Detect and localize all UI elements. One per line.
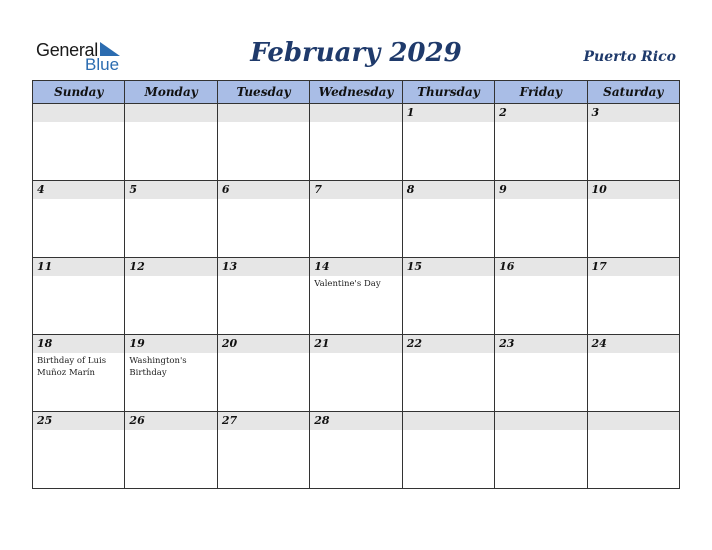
day-number-bar <box>588 258 679 276</box>
day-number-bar <box>403 181 494 199</box>
day-cell <box>310 258 402 335</box>
week-row <box>33 412 680 489</box>
day-number: 28 <box>314 414 330 427</box>
day-number: 1 <box>406 106 415 119</box>
day-number: 10 <box>591 183 607 196</box>
day-cell <box>33 181 125 258</box>
day-number-bar <box>495 104 586 122</box>
brand-name-general: General <box>36 40 98 60</box>
day-number-bar <box>403 104 494 122</box>
day-cell <box>402 412 494 489</box>
day-number-bar <box>588 412 679 430</box>
day-number: 12 <box>129 260 145 273</box>
calendar-title: February 2029 <box>250 38 462 68</box>
day-number-bar <box>310 181 401 199</box>
day-cell <box>587 335 679 412</box>
day-number-bar <box>218 412 309 430</box>
holiday-label: Birthday of Luis Muñoz Marín <box>37 356 107 378</box>
holiday-label: Valentine's Day <box>314 279 381 289</box>
day-number-bar <box>125 412 216 430</box>
day-number: 26 <box>129 414 145 427</box>
day-cell <box>495 412 587 489</box>
day-number: 5 <box>129 183 138 196</box>
day-number-bar <box>495 412 586 430</box>
day-cell <box>402 181 494 258</box>
day-number-bar <box>125 335 216 353</box>
day-cell <box>217 258 309 335</box>
day-number-bar <box>310 258 401 276</box>
day-number-bar <box>588 104 679 122</box>
day-number-bar <box>33 335 124 353</box>
day-number-bar <box>403 258 494 276</box>
day-number-bar <box>218 181 309 199</box>
day-cell <box>125 335 217 412</box>
day-cell <box>125 104 217 181</box>
day-number-bar <box>125 104 216 122</box>
week-row <box>33 104 680 181</box>
day-cell <box>125 258 217 335</box>
day-number: 17 <box>591 260 607 273</box>
day-number-bar <box>588 335 679 353</box>
brand-name-blue: Blue <box>85 55 120 74</box>
day-cell <box>217 104 309 181</box>
day-number: 18 <box>37 337 53 350</box>
week-row <box>33 181 680 258</box>
day-number: 11 <box>37 260 53 273</box>
day-cell <box>495 104 587 181</box>
day-number-bar <box>403 335 494 353</box>
day-number: 9 <box>499 183 507 196</box>
day-number-bar <box>33 258 124 276</box>
weekday-header: Friday <box>495 81 587 104</box>
day-cell <box>125 181 217 258</box>
day-number: 4 <box>37 183 45 196</box>
day-cell <box>217 412 309 489</box>
day-number-bar <box>33 181 124 199</box>
day-cell <box>217 335 309 412</box>
day-cell <box>33 412 125 489</box>
day-number-bar <box>495 258 586 276</box>
day-number: 23 <box>499 337 515 350</box>
day-number-bar <box>588 181 679 199</box>
day-cell <box>402 335 494 412</box>
day-number-bar <box>495 181 586 199</box>
day-number: 27 <box>221 414 238 427</box>
day-number: 21 <box>314 337 330 350</box>
week-row <box>33 335 680 412</box>
weekday-header: Tuesday <box>217 81 309 104</box>
day-number: 8 <box>406 183 415 196</box>
week-row <box>33 258 680 335</box>
day-cell <box>310 104 402 181</box>
day-cell <box>587 412 679 489</box>
day-cell <box>495 181 587 258</box>
weekday-header: Thursday <box>402 81 494 104</box>
day-number: 13 <box>221 260 238 273</box>
day-cell <box>217 181 309 258</box>
day-cell <box>310 335 402 412</box>
day-cell <box>310 181 402 258</box>
day-number-bar <box>403 412 494 430</box>
day-cell <box>310 412 402 489</box>
day-cell <box>33 104 125 181</box>
day-number: 7 <box>314 183 322 196</box>
day-cell <box>495 335 587 412</box>
day-cell <box>587 181 679 258</box>
day-number-bar <box>310 412 401 430</box>
day-number: 16 <box>499 260 515 273</box>
weekday-header-row <box>33 81 680 104</box>
day-number-bar <box>310 104 401 122</box>
holiday-label: Washington's Birthday <box>129 356 187 378</box>
weekday-header: Saturday <box>587 81 679 104</box>
day-cell <box>495 258 587 335</box>
weekday-header: Wednesday <box>310 81 402 104</box>
day-cell <box>587 104 679 181</box>
day-cell <box>587 258 679 335</box>
day-number-bar <box>218 335 309 353</box>
day-number-bar <box>125 258 216 276</box>
day-number-bar <box>218 258 309 276</box>
day-number: 25 <box>37 414 53 427</box>
calendar-region: Puerto Rico <box>583 49 676 65</box>
day-number: 2 <box>499 106 507 119</box>
day-number: 22 <box>406 337 422 350</box>
day-number-bar <box>310 335 401 353</box>
day-number: 20 <box>221 337 238 350</box>
day-cell <box>402 104 494 181</box>
day-number: 14 <box>314 260 330 273</box>
weekday-header: Sunday <box>33 81 125 104</box>
day-cell <box>125 412 217 489</box>
day-number: 3 <box>591 106 600 119</box>
day-number: 19 <box>129 337 145 350</box>
day-number-bar <box>33 412 124 430</box>
weekday-header: Monday <box>125 81 217 104</box>
day-cell <box>33 335 125 412</box>
day-number: 24 <box>591 337 607 350</box>
day-number-bar <box>495 335 586 353</box>
day-number: 15 <box>406 260 422 273</box>
calendar-grid <box>32 80 680 489</box>
day-cell <box>402 258 494 335</box>
day-number-bar <box>33 104 124 122</box>
day-number-bar <box>125 181 216 199</box>
day-cell <box>33 258 125 335</box>
day-number: 6 <box>221 183 230 196</box>
day-number-bar <box>218 104 309 122</box>
